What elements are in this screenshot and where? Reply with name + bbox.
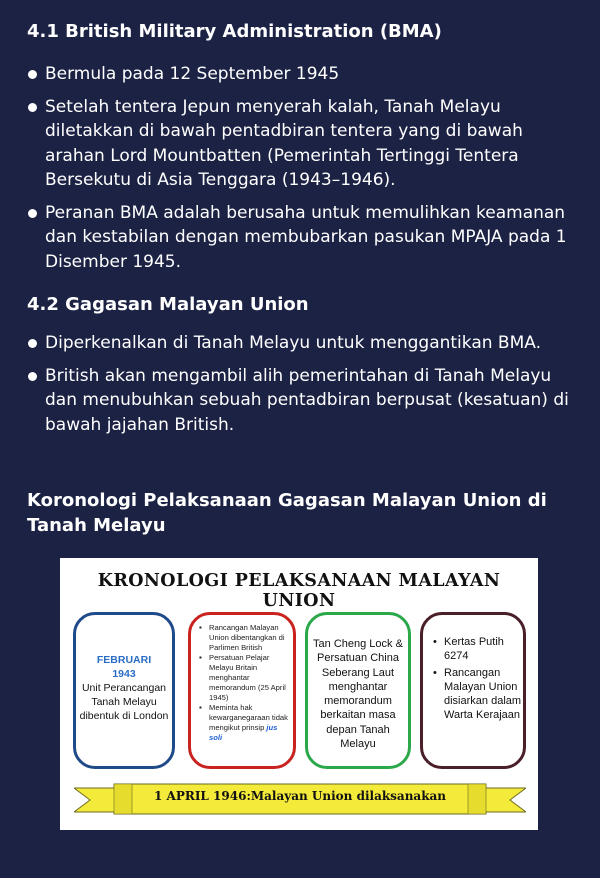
list-item (27, 364, 587, 438)
list-item-text: Setelah tentera Jepun menyerah kalah, Tanah Melayu diletakkan di bawah pentadbiran tentera yang di bawah arahan Lord Mountbatten (Pemerintah Tertinggi Tentera Bersekutu di Asia Tenggara (1943–1946). (45, 96, 523, 190)
bullet-icon (28, 70, 37, 79)
box-year: 1943 (112, 668, 136, 680)
list-item (433, 666, 523, 722)
section-heading-malayan-union: 4.2 Gagasan Malayan Union (27, 294, 309, 315)
bullet-icon: ▪ (199, 623, 202, 632)
list-item-text: Rancangan Malayan Union disiarkan dalam Warta Kerajaan (444, 667, 522, 721)
bullet-icon: • (433, 667, 437, 679)
bma-bullet-list (27, 62, 587, 282)
bullet-icon (28, 103, 37, 112)
list-item-text: Bermula pada 12 September 1945 (45, 64, 340, 84)
list-item (27, 62, 587, 87)
section-heading-chronology: Koronologi Pelaksanaan Gagasan Malayan Union di Tanah Melayu (27, 490, 547, 536)
list-item-text: Peranan BMA adalah berusaha untuk memulihkan keamanan dan kestabilan dengan membubarkan pasukan MPAJA pada 1 Disember 1945. (45, 202, 567, 272)
list-item (27, 95, 587, 193)
box-content (76, 653, 172, 723)
box-bullet-list (199, 623, 291, 744)
jus-soli-text: jus soli (209, 722, 278, 742)
timeline-box-1943 (73, 612, 175, 769)
bullet-icon (28, 372, 37, 381)
list-item-text: Rancangan Malayan Union dibentangkan di Parlimen British (209, 623, 285, 652)
bullet-icon: ▪ (199, 653, 202, 663)
bullet-icon: • (433, 636, 437, 648)
figure-title: KRONOLOGI PELAKSANAAN MALAYAN UNION (97, 571, 501, 611)
list-item (199, 703, 291, 742)
box-text: Tan Cheng Lock & Persatuan China Seberang Laut menghantar memorandum berkaitan masa depan Tanah Melayu (313, 638, 403, 751)
list-item (199, 653, 291, 702)
timeline-box-white-paper (420, 612, 526, 769)
bullet-icon: ▪ (199, 703, 202, 713)
list-item (27, 331, 587, 356)
box-bullet-list (433, 635, 523, 725)
box-text: Unit Perancangan Tanah Melayu dibentuk di London (79, 682, 169, 722)
list-item (433, 635, 523, 663)
list-item (27, 201, 587, 275)
list-item-text: Persatuan Pelajar Melayu Britain menghantar memorandum (25 April 1945) (209, 653, 286, 702)
timeline-box-memorandum (305, 612, 411, 769)
list-item (199, 623, 291, 652)
chronology-figure (60, 558, 538, 830)
banner-text: 1 APRIL 1946:Malayan Union dilaksanakan (153, 789, 447, 803)
timeline-box-parliament (188, 612, 296, 769)
ribbon-banner (74, 780, 526, 818)
list-item-text: British akan mengambil alih pemerintahan di Tanah Melayu dan menubuhkan sebuah pentadbiran berpusat (kesatuan) di bawah jajahan British. (45, 365, 569, 435)
box-month: FEBRUARI (96, 654, 152, 666)
bullet-icon (28, 209, 37, 218)
list-item-text: Kertas Putih 6274 (444, 636, 504, 662)
list-item-text: Diperkenalkan di Tanah Melayu untuk menggantikan BMA. (45, 333, 541, 353)
list-item-text: Meminta hak kewarganegaraan tidak mengikut prinsip (209, 703, 288, 732)
bullet-icon (28, 339, 37, 348)
malayan-union-bullet-list (27, 331, 587, 445)
section-heading-bma: 4.1 British Military Administration (BMA) (27, 21, 442, 42)
